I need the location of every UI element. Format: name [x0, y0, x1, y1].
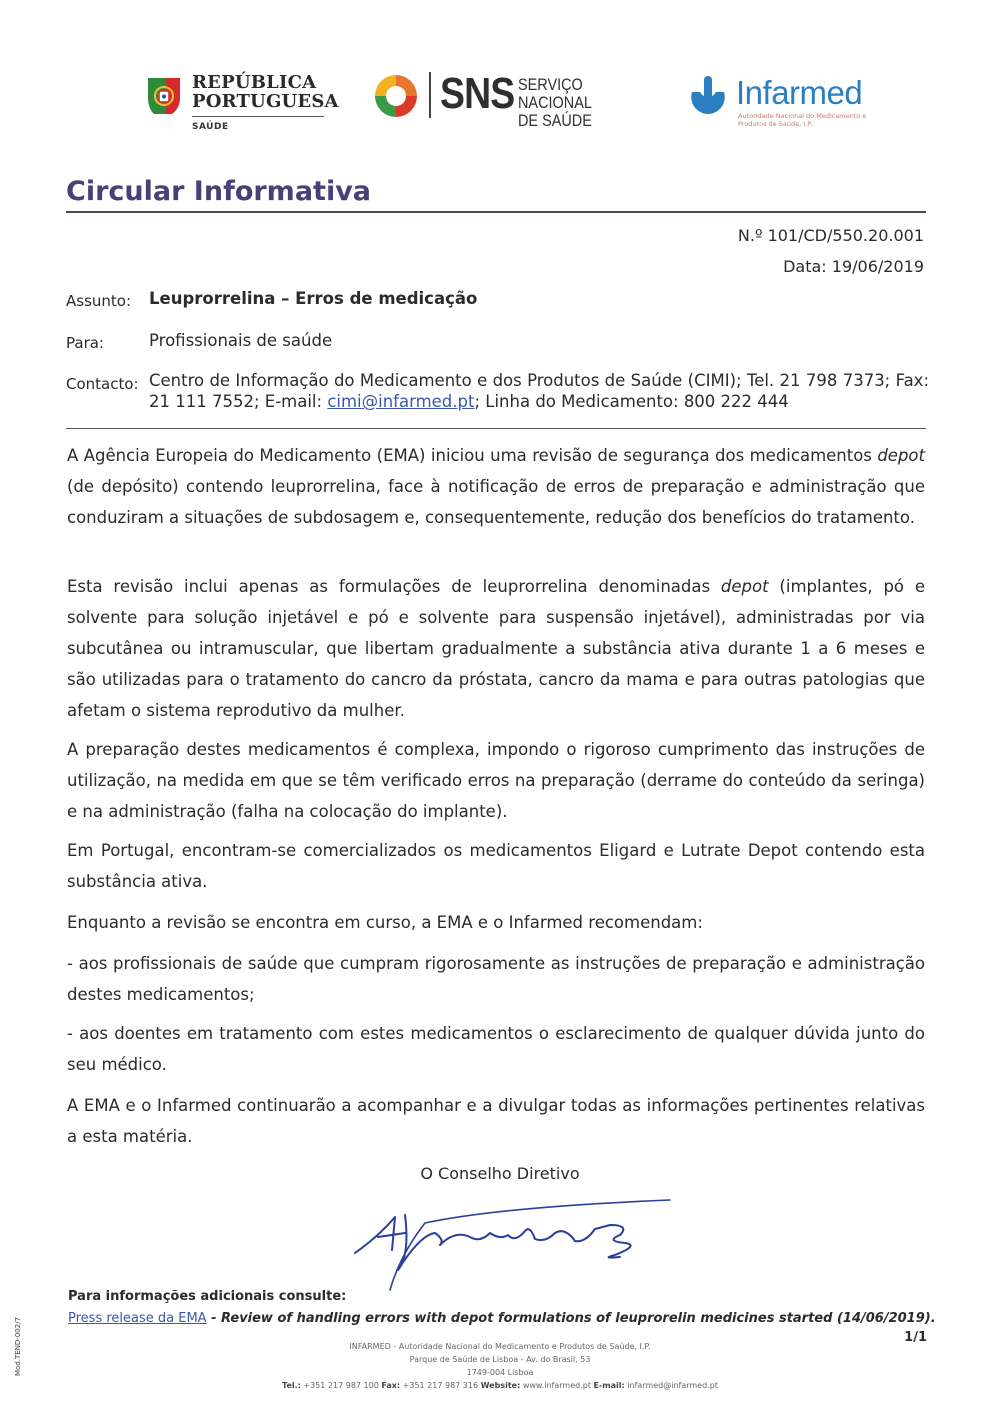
footer-web-label: Website: [480, 1381, 521, 1390]
page-title: Circular Informativa [66, 176, 372, 207]
contact-value [149, 370, 929, 412]
circular-number: N.º 101/CD/550.20.001 [737, 226, 924, 245]
infarmed-logo [686, 70, 866, 140]
recommendation-patients: - aos doentes em tratamento com estes medicamentos o esclarecimento de qualquer dúvida junto do seu médico. [67, 1024, 925, 1074]
coat-of-arms-icon [146, 74, 182, 118]
rp-line1: REPÚBLICA [192, 72, 317, 93]
sns-line2: DE SAÚDE [518, 111, 592, 130]
body-divider [66, 428, 926, 429]
ema-press-release-link[interactable]: Press release da EMA [68, 1311, 207, 1326]
contact-text-1: Centro de Informação do Medicamento e dos Produtos de Saúde (CIMI); Tel. 21 798 7373; Fax: 21 111 7552; E-mail: [149, 371, 929, 411]
footer-line2: Parque de Saúde de Lisboa - Av. do Brasil, 53 [409, 1355, 591, 1364]
rp-divider [192, 116, 324, 117]
infarmed-sub: Autoridade Nacional do Medicamento e Produtos de Saúde, I.P. [738, 112, 867, 128]
footer-line1: INFARMED - Autoridade Nacional do Medicamento e Produtos de Saúde, I.P. [349, 1342, 651, 1351]
p1-text-b: (de depósito) contendo leuprorrelina, face à notificação de erros de preparação e administração que conduziram a situações de subdosagem e, consequentemente, redução dos benefícios do tratamento. [67, 477, 925, 527]
paragraph-closing: A EMA e o Infarmed continuarão a acompanhar e a divulgar todas as informações pertinentes relativas a esta matéria. [67, 1096, 925, 1146]
footer-email-label: E-mail: [593, 1381, 625, 1390]
to-value: Profissionais de saúde [149, 331, 333, 350]
contact-label: Contacto: [66, 375, 139, 393]
page-number: 1/1 [904, 1330, 927, 1345]
sns-ring-icon [372, 72, 420, 120]
paragraph-3: A preparação destes medicamentos é complexa, impondo o rigoroso cumprimento das instruções de utilização, na medida em que se têm verificado erros na preparação (derrame do conteúdo da seringa) e na administração (falha na colocação do implante). [67, 740, 925, 821]
handwritten-signature [350, 1195, 680, 1295]
footer-fax: +351 217 987 316 [400, 1381, 481, 1390]
p2-depot: depot [720, 577, 769, 596]
footer-tel-label: Tel.: [282, 1381, 301, 1390]
contact-email-link[interactable]: cimi@infarmed.pt [327, 392, 475, 411]
title-divider [66, 211, 926, 213]
signature-label: O Conselho Diretivo [420, 1164, 580, 1183]
more-info-label: Para informações adicionais consulte: [68, 1289, 347, 1304]
form-code: Mod.TEND-002/7 [14, 1316, 22, 1376]
footer-email: infarmed@infarmed.pt [624, 1381, 718, 1390]
p1-text-a: A Agência Europeia do Medicamento (EMA) iniciou uma revisão de segurança dos medicamentos [67, 446, 878, 465]
paragraph-1 [67, 440, 925, 533]
p1-depot: depot [877, 446, 925, 465]
paragraph-4: Em Portugal, encontram-se comercializados os medicamentos Eligard e Lutrate Depot contendo esta substância ativa. [67, 841, 925, 891]
paragraph-5: Enquanto a revisão se encontra em curso, a EMA e o Infarmed recomendam: [67, 913, 703, 932]
paragraph-2 [67, 571, 925, 726]
footer [0, 1340, 1000, 1392]
republica-portuguesa-logo [142, 70, 339, 140]
p2-text-a: Esta revisão inclui apenas as formulações de leuprorrelina denominadas [67, 577, 721, 596]
footer-tel: +351 217 987 100 [300, 1381, 382, 1390]
sns-line1: SERVIÇO NACIONAL [518, 75, 592, 112]
subject-value: Leuprorrelina – Erros de medicação [149, 289, 478, 308]
recommendation-professionals: - aos profissionais de saúde que cumpram rigorosamente as instruções de preparação e administração destes medicamentos; [67, 954, 925, 1004]
footer-web: www.infarmed.pt [520, 1381, 594, 1390]
infarmed-name: Infarmed [736, 74, 863, 111]
subject-label: Assunto: [66, 292, 132, 310]
rp-sub: SAÚDE [192, 122, 229, 132]
contact-text-2: ; Linha do Medicamento: 800 222 444 [474, 392, 789, 411]
infarmed-drop-icon [686, 74, 730, 118]
p2-text-b: (implantes, pó e solvente para solução injetável e pó e solvente para suspensão injetável), administradas por via subcutânea ou intramuscular, que libertam gradualmente a substância ativa durante 1 a 6 meses e são utilizadas para o tratamento do cancro da próstata, cancro da mama e para outras patologias que afetam o sistema reprodutivo da mulher. [67, 577, 925, 720]
rp-line2: PORTUGUESA [192, 91, 339, 112]
sns-acronym: SNS [440, 69, 515, 118]
press-release-title: - Review of handling errors with depot formulations of leuprorelin medicines started (14/06/2019). [206, 1311, 936, 1326]
footer-fax-label: Fax: [381, 1381, 401, 1390]
to-label: Para: [66, 334, 104, 352]
sns-divider [429, 72, 431, 118]
sns-logo [372, 69, 642, 130]
press-release-line [68, 1311, 936, 1326]
circular-date: Data: 19/06/2019 [783, 257, 924, 276]
footer-contacts [0, 1379, 1000, 1392]
footer-line3: 1749-004 Lisboa [466, 1368, 534, 1377]
